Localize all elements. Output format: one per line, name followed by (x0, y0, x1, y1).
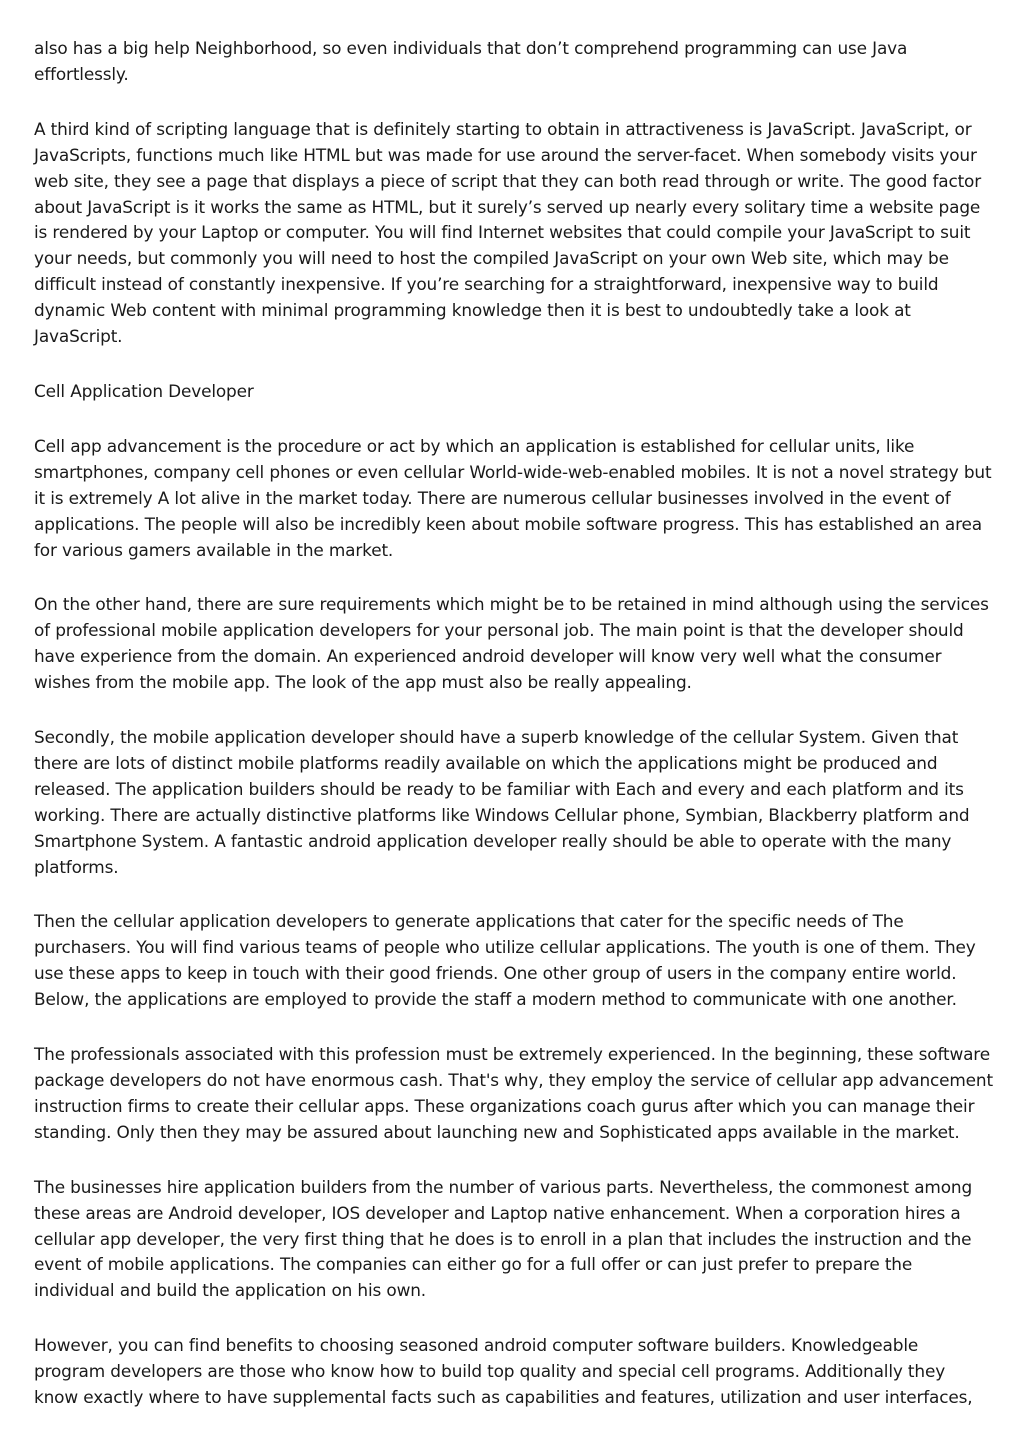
paragraph-seasoned-builders: However, you can find benefits to choosing seasoned android computer software builders. Knowledgeable program developers are those who know how to build top quality and special cell programs. Additionally they know exactly where to have supplemental facts such as capabilities and features, utilization and user interfaces, (34, 1335, 973, 1408)
paragraph-java-community: also has a big help Neighborhood, so even individuals that don’t comprehend programming can use Java effortlessly. (34, 38, 908, 84)
paragraph-requirements: On the other hand, there are sure requirements which might be to be retained in mind although using the services of professional mobile application developers for your personal job. The main point is that the developer should have experience from the domain. An experienced android developer will know very well what the consumer wishes from the mobile app. The look of the app must also be really appealing. (34, 594, 989, 693)
paragraph-platform-knowledge: Secondly, the mobile application developer should have a superb knowledge of the cellular System. Given that there are lots of distinct mobile platforms readily available on which the applications might be produced and released. The application builders should be ready to be familiar with Each and every and each platform and its working. There are actually distinctive platforms like Windows Cellular phone, Symbian, Blackberry platform and Smartphone System. A fantastic android application developer really should be able to operate with the many platforms. (34, 727, 970, 877)
paragraph-professionals: The professionals associated with this profession must be extremely experienced. In the beginning, these software package developers do not have enormous cash. That's why, they employ the service of cellular app advancement instruction firms to create their cellular apps. These organizations coach gurus after which you can manage their standing. Only then they may be assured about launching new and Sophisticated apps available in the market. (34, 1044, 993, 1142)
paragraph-customer-needs: Then the cellular application developers to generate applications that cater for the specific needs of The purchasers. You will find various teams of people who utilize cellular applications. The youth is one of them. They use these apps to keep in touch with their good friends. One other group of users in the company entire world. Below, the applications are employed to provide the staff a modern method to communicate with one another. (34, 911, 976, 1010)
section-heading-cell-application-developer: Cell Application Developer (34, 380, 254, 401)
paragraph-businesses-hire: The businesses hire application builders from the number of various parts. Nevertheless, the commonest among these areas are Android developer, IOS developer and Laptop native enhancement. When a corporation hires a cellular app developer, the very first thing that he does is to enroll in a plan that includes the instruction and the event of mobile applications. The companies can either go for a full offer or can just prefer to prepare the individual and build the application on his own. (34, 1176, 973, 1301)
paragraph-cell-app-advancement: Cell app advancement is the procedure or act by which an application is established for cellular units, like smartphones, company cell phones or even cellular World-wide-web-enabled mobiles. It is not a novel strategy but it is extremely A lot alive in the market today. There are numerous cellular businesses involved in the event of applications. The people will also be incredibly keen about mobile software progress. This has established an area for various gamers available in the market. (34, 435, 992, 560)
document-page (34, 36, 994, 1440)
paragraph-javascript: A third kind of scripting language that is definitely starting to obtain in attractiveness is JavaScript. JavaScript, or JavaScripts, functions much like HTML but was made for use around the server-facet. When somebody visits your web site, they see a page that displays a piece of script that they can both read through or write. The good factor about JavaScript is it works the same as HTML, but it surely’s served up nearly every solitary time a website page is rendered by your Laptop or computer. You will find Internet websites that could compile your JavaScript to suit your needs, but commonly you will need to host the compiled JavaScript on your own Web site, which may be difficult instead of constantly inexpensive. If you’re searching for a straightforward, inexpensive way to build dynamic Web content with minimal programming knowledge then it is best to undoubtedly take a look at JavaScript. (34, 118, 982, 347)
